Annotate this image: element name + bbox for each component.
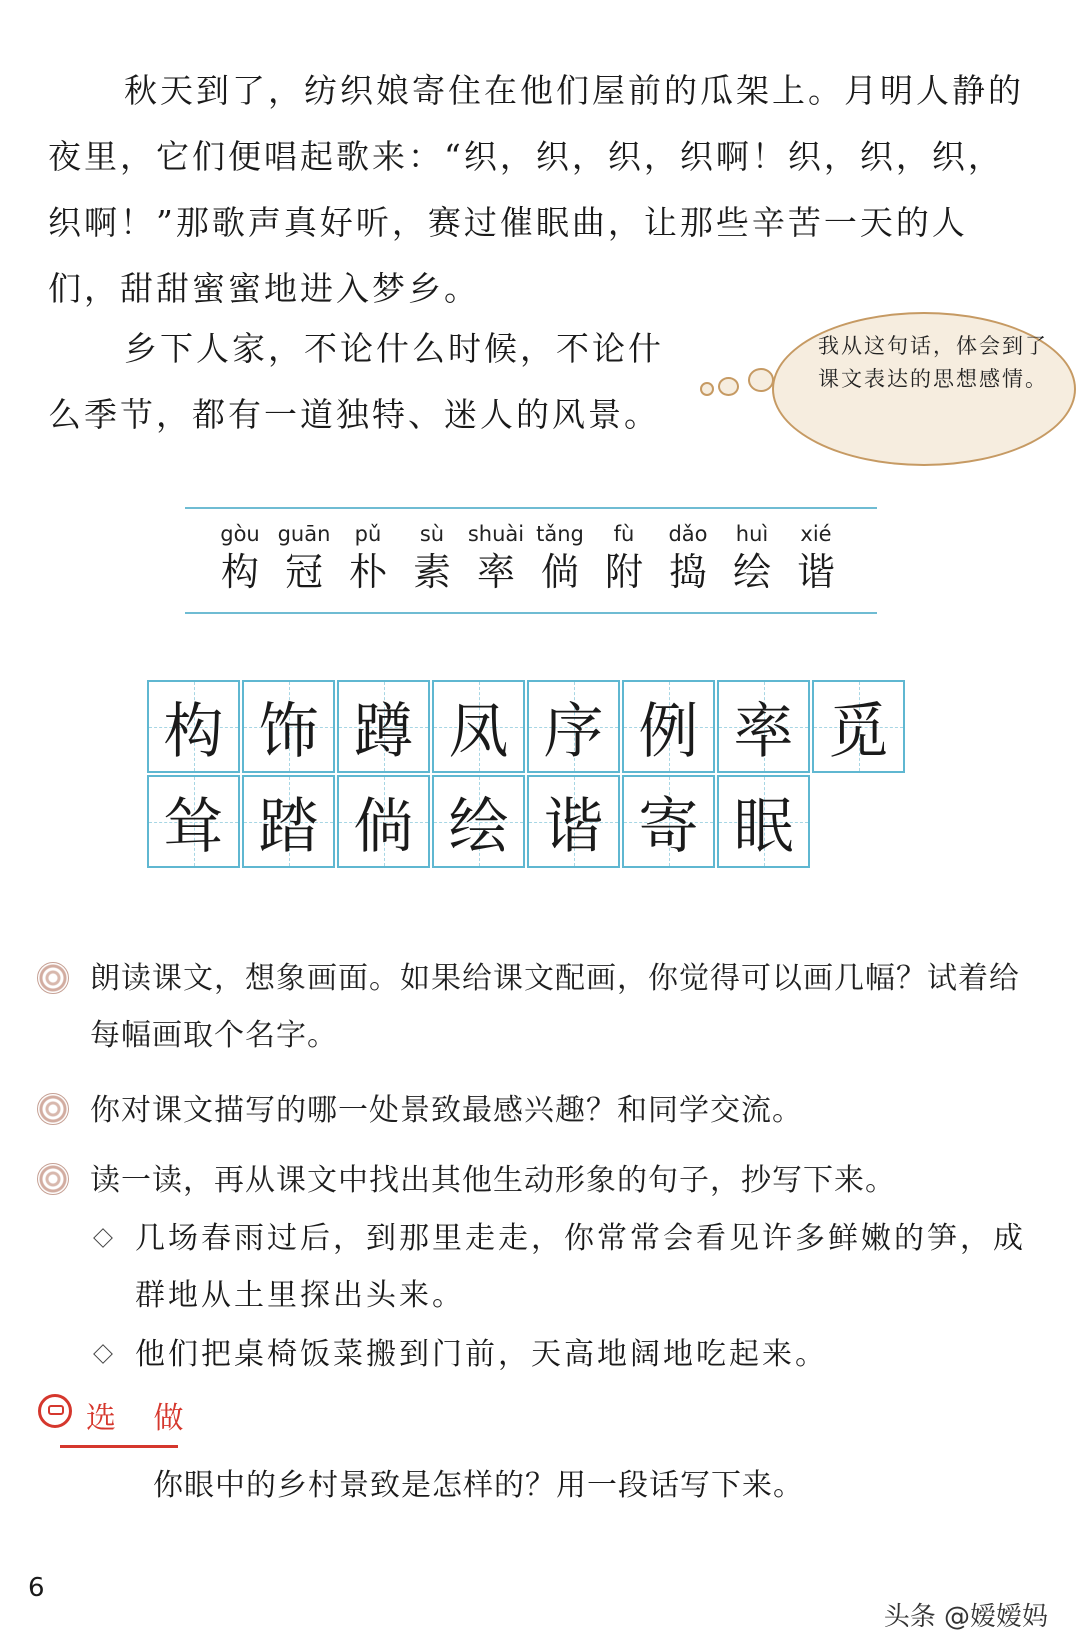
bubble-dot-large — [748, 368, 774, 392]
pinyin-word: sù 素 — [412, 522, 451, 594]
pinyin-word: pǔ 朴 — [348, 522, 387, 594]
pinyin-word: guān 冠 — [277, 522, 331, 594]
watermark: 头条 @嫒嫒妈 — [883, 1602, 1048, 1632]
grid-cell: 例 — [622, 680, 715, 773]
optional-underline — [60, 1445, 178, 1448]
thought-bubble-text: 我从这句话，体会到了课文表达的思想感情。 — [818, 334, 1048, 391]
optional-task: 你眼中的乡村景致是怎样的？用一段话写下来。 — [153, 1468, 804, 1503]
grid-cell: 饰 — [242, 680, 335, 773]
grid-cell: 耸 — [147, 775, 240, 868]
grid-cell: 构 — [147, 680, 240, 773]
page-number: 6 — [28, 1573, 45, 1603]
grid-cell: 谐 — [527, 775, 620, 868]
diamond-bullet-icon — [93, 1228, 113, 1248]
pinyin-word: tǎng 倘 — [536, 522, 584, 594]
grid-cell: 凤 — [432, 680, 525, 773]
pinyin-word: xié 谐 — [796, 522, 835, 594]
grid-cell: 绘 — [432, 775, 525, 868]
pinyin-top-rule — [185, 507, 877, 509]
exercise-2: 你对课文描写的哪一处景致最感兴趣？和同学交流。 — [90, 1093, 803, 1128]
grid-cell: 蹲 — [337, 680, 430, 773]
grid-cell: 寄 — [622, 775, 715, 868]
pinyin-word: gòu 构 — [220, 522, 260, 594]
paragraph-scenery: 乡下人家，不论什么时候，不论什么季节，都有一道独特、迷人的风景。 — [48, 329, 664, 434]
exercise-bullet-icon — [37, 1163, 69, 1195]
example-sentence-2: 他们把桌椅饭菜搬到门前，天高地阔地吃起来。 — [135, 1337, 828, 1372]
pinyin-word: huì 绘 — [732, 522, 771, 594]
exercise-bullet-icon — [37, 962, 69, 994]
optional-icon — [38, 1394, 72, 1428]
exercise-bullet-icon — [37, 1093, 69, 1125]
bubble-dot-medium — [718, 377, 739, 396]
example-sentence-1: 几场春雨过后，到那里走走，你常常会看见许多鲜嫩的笋，成群地从土里探出头来。 — [135, 1221, 1026, 1313]
grid-cell: 率 — [717, 680, 810, 773]
grid-cell: 倘 — [337, 775, 430, 868]
grid-cell: 序 — [527, 680, 620, 773]
grid-cell: 眠 — [717, 775, 810, 868]
pinyin-word: shuài 率 — [467, 522, 525, 594]
paragraph-autumn: 秋天到了，纺织娘寄住在他们屋前的瓜架上。月明人静的夜里，它们便唱起歌来：“织，织，织，织啊！织，织，织，织啊！”那歌声真好听，赛过催眠曲，让那些辛苦一天的人们，甜甜蜜蜜地进入梦乡。 — [48, 71, 1024, 308]
bubble-dot-small — [700, 382, 714, 396]
pinyin-word: dǎo 捣 — [668, 522, 708, 594]
grid-cell: 踏 — [242, 775, 335, 868]
diamond-bullet-icon — [93, 1344, 113, 1364]
exercise-1: 朗读课文，想象画面。如果给课文配画，你觉得可以画几幅？试着给每幅画取个名字。 — [90, 961, 1020, 1053]
pinyin-word: fù 附 — [604, 522, 643, 594]
grid-cell: 觅 — [812, 680, 905, 773]
optional-label: 选 做 — [86, 1401, 198, 1436]
exercise-3: 读一读，再从课文中找出其他生动形象的句子，抄写下来。 — [90, 1163, 896, 1198]
pinyin-bottom-rule — [185, 612, 877, 614]
